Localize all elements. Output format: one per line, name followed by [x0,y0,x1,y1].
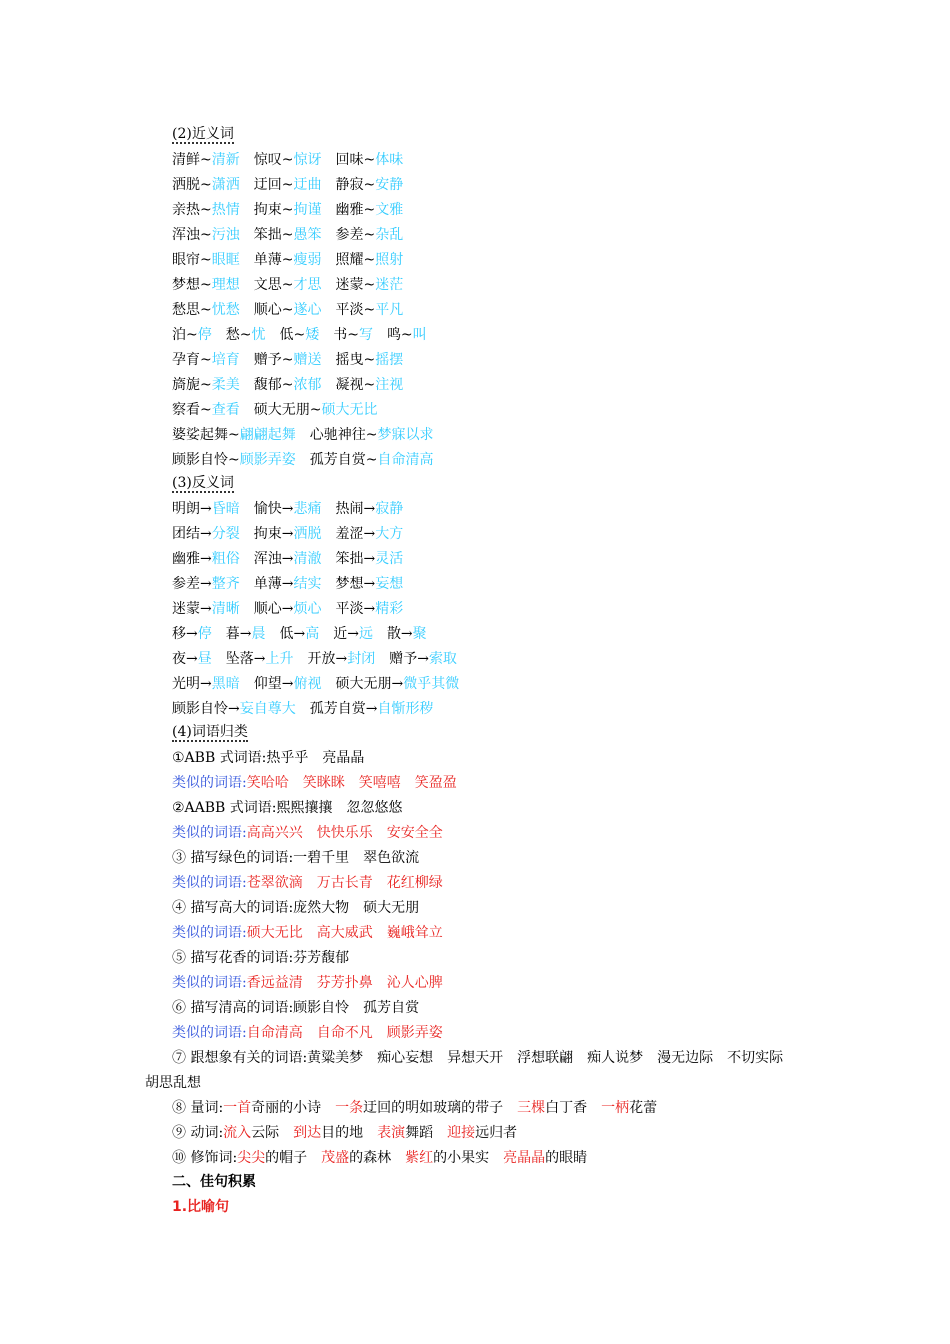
word: 孕育~ [172,352,212,368]
word: 单薄→ [253,576,294,592]
antonym-row [172,699,433,719]
word: 单薄~ [253,252,294,268]
word: 暮→ [225,626,252,642]
answer-word: 叫 [412,327,427,343]
similar-words-row [172,1023,443,1043]
section-heading: (3)反义词 [172,475,234,491]
answer-word: 浓郁 [293,377,322,393]
word: 拘束~ [253,202,294,218]
word: 羞涩→ [335,526,376,542]
answer-word: 平凡 [375,302,404,318]
word: 幽雅~ [335,202,376,218]
classify-item9 [172,1123,517,1143]
word: 幽雅→ [172,551,212,567]
answer-word: 惊讶 [293,152,322,168]
answer-word: 顾影弄姿 [239,452,296,468]
similar-label: 类似的词语: [172,925,247,941]
answer-word: 昏暗 [211,501,240,517]
word: 顾影自怜~ [172,452,240,468]
answer-word: 体味 [375,152,404,168]
similar-label: 类似的词语: [172,775,247,791]
answer-word: 上升 [265,651,294,667]
synonym-row [172,275,403,295]
word: 照耀~ [335,252,376,268]
answer-word: 遂心 [293,302,322,318]
answer-word: 照射 [375,252,404,268]
word: 笨拙~ [253,227,294,243]
word: 参差→ [172,576,212,592]
category-words: ⑤ 描写花香的词语:芬芳馥郁 [172,950,350,966]
classify-item [172,748,364,768]
answer-word: 昼 [197,651,212,667]
answer-word: 忧愁 [211,302,240,318]
answer-word: 俯视 [293,676,322,692]
phrase-rest: 花蕾 [629,1100,658,1116]
answer-word: 晨 [251,626,266,642]
synonyms-heading [172,124,234,144]
answer-word: 停 [197,626,212,642]
word: 孤芳自赏→ [309,701,378,717]
answer-word: 黑暗 [211,676,240,692]
answer-word: 灵活 [375,551,404,567]
synonym-row [172,175,403,195]
classify-item-7-cont [145,1073,201,1093]
phrase-rest: 的眼睛 [545,1150,588,1166]
answer-word: 远 [358,626,373,642]
phrase-rest: 的森林 [349,1150,392,1166]
classify-heading [172,722,248,742]
answer-word: 硕大无比 [321,402,378,418]
classify-item [172,948,349,968]
answer-word: 自命清高 [377,452,434,468]
word: 低→ [279,626,306,642]
word: 梦想→ [335,576,376,592]
antonym-row [172,549,403,569]
highlight-word: 茂盛 [321,1150,350,1166]
phrase-rest: 云际 [251,1125,280,1141]
answer-word: 分裂 [211,526,240,542]
subsection-title: 1.比喻句 [172,1199,230,1215]
similar-words: 苍翠欲滴 万古长青 花红柳绿 [246,875,443,891]
word: 愉快→ [253,501,294,517]
category-words: ⑦ 跟想象有关的词语:黄粱美梦 痴心妄想 异想天开 浮想联翩 痴人说梦 漫无边际 不切实际 [172,1050,784,1066]
word: 硕大无朋~ [253,402,322,418]
word: 明朗→ [172,501,212,517]
section-two-heading [172,1172,256,1192]
word: 平淡~ [335,302,376,318]
word: 泊~ [172,327,198,343]
word: 夜→ [172,651,198,667]
similar-words-row [172,823,443,843]
answer-word: 大方 [375,526,404,542]
answer-word: 培育 [211,352,240,368]
word: 回味~ [335,152,376,168]
synonym-row [172,200,403,220]
phrase-rest: 白丁香 [545,1100,588,1116]
answer-word: 梦寐以求 [377,427,434,443]
highlight-word: 亮晶晶 [503,1150,546,1166]
answer-word: 才思 [293,277,322,293]
synonym-row [172,225,403,245]
answer-word: 查看 [211,402,240,418]
similar-label: 类似的词语: [172,825,247,841]
classify-item8 [172,1098,657,1118]
section-heading: (4)词语归类 [172,724,248,740]
highlight-word: 表演 [377,1125,406,1141]
answer-word: 污浊 [211,227,240,243]
answer-word: 洒脱 [293,526,322,542]
highlight-word: 紫红 [405,1150,434,1166]
answer-word: 瘦弱 [293,252,322,268]
answer-word: 自惭形秽 [377,701,434,717]
word: 光明→ [172,676,212,692]
answer-word: 索取 [428,651,457,667]
answer-word: 妄想 [375,576,404,592]
antonym-row [172,574,403,594]
answer-word: 烦心 [293,601,322,617]
answer-word: 高 [305,626,320,642]
section-two-sub [172,1197,229,1217]
word: 近→ [333,626,359,642]
word: 心驰神往~ [309,427,378,443]
category-words: ①ABB 式词语:热乎乎 亮晶晶 [172,750,365,766]
answer-word: 封闭 [347,651,376,667]
highlight-word: 一首 [223,1100,252,1116]
word: 孤芳自赏~ [309,452,378,468]
synonym-row [172,325,427,345]
answer-word: 柔美 [211,377,240,393]
category-words: ③ 描写绿色的词语:一碧千里 翠色欲流 [172,850,420,866]
antonym-row [172,649,457,669]
highlight-word: 迎接 [447,1125,476,1141]
highlight-word: 到达 [293,1125,322,1141]
word: 馥郁~ [253,377,294,393]
answer-word: 忧 [251,327,266,343]
word: 硕大无朋→ [335,676,404,692]
word: 浑浊→ [253,551,294,567]
classify-item-7 [172,1048,783,1068]
word: 低~ [279,327,306,343]
antonym-row [172,624,427,644]
synonym-row [172,250,403,270]
word: 洒脱~ [172,177,212,193]
answer-word: 微乎其微 [403,676,460,692]
answer-word: 杂乱 [375,227,404,243]
synonym-row [172,350,403,370]
classify-item [172,848,419,868]
word: 凝视~ [335,377,376,393]
answer-word: 文雅 [375,202,404,218]
answer-word: 清晰 [211,601,240,617]
answer-word: 安静 [375,177,404,193]
synonym-row [172,450,433,470]
word: 亲热~ [172,202,212,218]
answer-word: 热情 [211,202,240,218]
answer-word: 潇洒 [211,177,240,193]
category-words: ④ 描写高大的词语:庞然大物 硕大无朋 [172,900,420,916]
category-words: 胡思乱想 [145,1075,201,1091]
answer-word: 结实 [293,576,322,592]
word: 团结→ [172,526,212,542]
antonym-row [172,524,403,544]
word: 迷蒙→ [172,601,212,617]
answer-word: 注视 [375,377,404,393]
synonym-row [172,400,377,420]
antonym-row [172,599,403,619]
highlight-word: 三棵 [517,1100,546,1116]
word: 静寂~ [335,177,376,193]
word: 眼帘~ [172,252,212,268]
answer-word: 摇摆 [375,352,404,368]
category-words: ⑥ 描写清高的词语:顾影自怜 孤芳自赏 [172,1000,420,1016]
classify-item [172,798,403,818]
answer-word: 寂静 [375,501,404,517]
word: 顺心~ [253,302,294,318]
word: 顺心→ [253,601,294,617]
answer-word: 妄自尊大 [239,701,296,717]
word: 清鲜~ [172,152,212,168]
similar-words-row [172,923,443,943]
similar-words: 笑哈哈 笑眯眯 笑嘻嘻 笑盈盈 [246,775,457,791]
word: 摇曳~ [335,352,376,368]
highlight-word: 一条 [335,1100,364,1116]
synonym-row [172,425,433,445]
phrase-rest: 远归者 [475,1125,518,1141]
answer-word: 愚笨 [293,227,322,243]
word: 旖旎~ [172,377,212,393]
answer-word: 悲痛 [293,501,322,517]
word: 散→ [386,626,413,642]
phrase-rest: 目的地 [321,1125,364,1141]
item-prefix: ⑨ 动词: [172,1125,224,1141]
item-prefix: ⑧ 量词: [172,1100,224,1116]
answer-word: 聚 [412,626,427,642]
answer-word: 精彩 [375,601,404,617]
answer-word: 粗俗 [211,551,240,567]
answer-word: 停 [197,327,212,343]
classify-item10 [172,1148,587,1168]
word: 梦想~ [172,277,212,293]
similar-words-row [172,873,443,893]
word: 顾影自怜→ [172,701,240,717]
word: 移→ [172,626,198,642]
highlight-word: 一柄 [601,1100,630,1116]
answer-word: 清新 [211,152,240,168]
answer-word: 迷茫 [375,277,404,293]
antonyms-heading [172,473,234,493]
answer-word: 整齐 [211,576,240,592]
answer-word: 翩翩起舞 [239,427,296,443]
word: 婆娑起舞~ [172,427,240,443]
answer-word: 清澈 [293,551,322,567]
word: 参差~ [335,227,376,243]
highlight-word: 尖尖 [237,1150,266,1166]
word: 愁~ [225,327,252,343]
word: 平淡→ [335,601,376,617]
word: 拘束→ [253,526,294,542]
category-words: ②AABB 式词语:熙熙攘攘 忽忽悠悠 [172,800,403,816]
synonym-row [172,300,403,320]
word: 书~ [333,327,359,343]
similar-words-row [172,773,457,793]
word: 迷蒙~ [335,277,376,293]
synonym-row [172,375,403,395]
phrase-rest: 的帽子 [265,1150,308,1166]
answer-word: 写 [358,327,373,343]
word: 开放→ [307,651,348,667]
answer-word: 理想 [211,277,240,293]
section-title: 二、佳句积累 [172,1174,256,1190]
antonym-row [172,674,459,694]
answer-word: 拘谨 [293,202,322,218]
word: 察看~ [172,402,212,418]
answer-word: 迂曲 [293,177,322,193]
word: 赠予→ [389,651,429,667]
classify-item [172,898,419,918]
answer-word: 赠送 [293,352,322,368]
classify-item [172,998,419,1018]
similar-words: 自命清高 自命不凡 顾影弄姿 [246,1025,443,1041]
section-heading: (2)近义词 [172,126,234,142]
word: 仰望→ [253,676,294,692]
highlight-word: 流入 [223,1125,252,1141]
word: 赠予~ [253,352,294,368]
similar-words: 香远益清 芬芳扑鼻 沁人心脾 [246,975,443,991]
word: 惊叹~ [253,152,294,168]
word: 热闹→ [335,501,376,517]
antonym-row [172,499,403,519]
word: 文思~ [253,277,294,293]
answer-word: 眼眶 [211,252,240,268]
word: 迂回~ [253,177,294,193]
synonym-row [172,150,403,170]
phrase-rest: 迂回的明如玻璃的带子 [363,1100,504,1116]
similar-words-row [172,973,443,993]
similar-label: 类似的词语: [172,975,247,991]
phrase-rest: 舞蹈 [405,1125,434,1141]
similar-label: 类似的词语: [172,1025,247,1041]
similar-words: 硕大无比 高大威武 巍峨耸立 [246,925,443,941]
answer-word: 矮 [305,327,320,343]
similar-label: 类似的词语: [172,875,247,891]
word: 浑浊~ [172,227,212,243]
word: 坠落→ [225,651,266,667]
word: 笨拙→ [335,551,376,567]
phrase-rest: 奇丽的小诗 [251,1100,322,1116]
word: 鸣~ [386,327,413,343]
phrase-rest: 的小果实 [433,1150,490,1166]
item-prefix: ⑩ 修饰词: [172,1150,238,1166]
similar-words: 高高兴兴 快快乐乐 安安全全 [246,825,443,841]
word: 愁思~ [172,302,212,318]
